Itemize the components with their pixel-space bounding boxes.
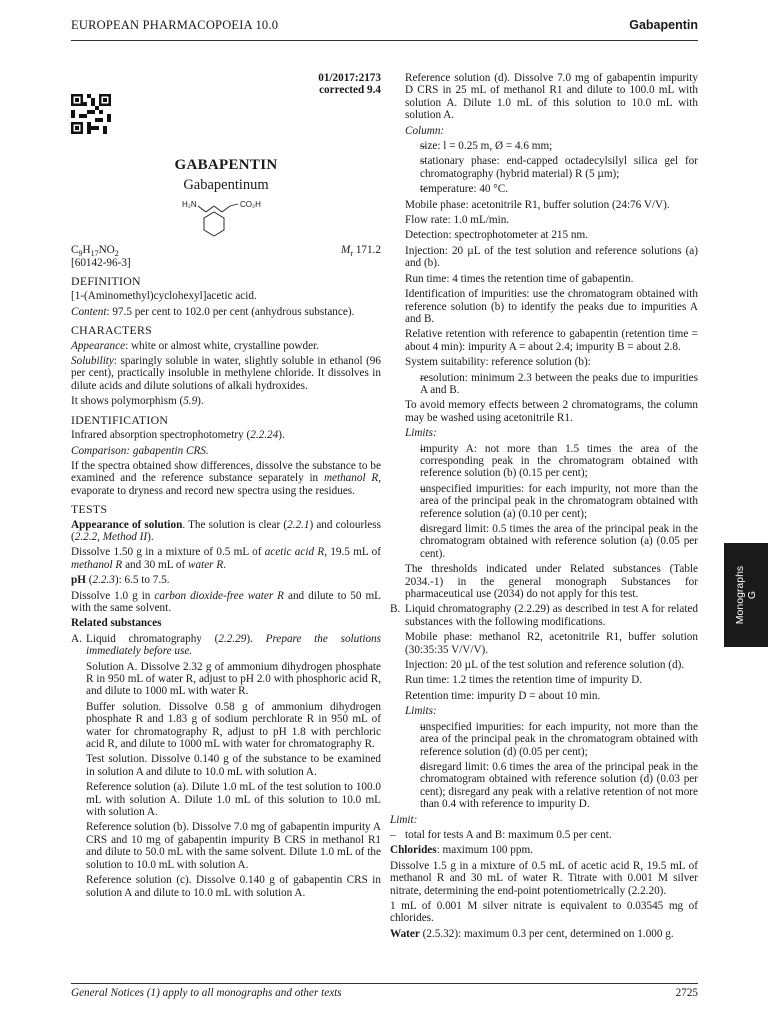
relative-retention: Relative retention with reference to gabapentin (retention time = about 4 min): impurity A = about 2.4; impurity B = about 2.8. <box>405 328 698 353</box>
page-number: 2725 <box>675 987 698 999</box>
thresholds-note: The thresholds indicated under Related substances (Table 2034.-1) in the general monograph Substances for pharmaceutical use (2034) do not apply for this test. <box>405 563 698 601</box>
ph-dissolution: Dissolve 1.0 g in carbon dioxide-free water R and dilute to 50 mL with the same solvent. <box>71 589 381 614</box>
method-a-intro: A. Liquid chromatography (2.2.29). Prepare the solutions immediately before use. <box>71 632 382 658</box>
run-time: Run time: 4 times the retention time of gabapentin. <box>405 272 634 285</box>
unspecified-impurities-limit: – unspecified impurities: for each impurity, not more than the area of the principal peak in the chromatogram obtained with reference solution (a) (0.10 per cent); <box>390 483 698 520</box>
chemical-structure <box>176 198 276 240</box>
ph-spec: pH (2.2.3): 6.5 to 7.5. <box>71 574 170 587</box>
stationary-phase: – stationary phase: end-capped octadecylsilyl silica gel for chromatography (hybrid material) R (5 µm); <box>390 155 698 180</box>
solution-a: Solution A. Dissolve 2.32 g of ammonium dihydrogen phosphate R in 950 mL of water R, adjust to pH 2.0 with phosphoric acid R, and dilute to 1000 mL with water R. <box>86 660 381 698</box>
version-info <box>71 72 381 97</box>
monographs-side-tab[interactable] <box>724 543 768 647</box>
reference-solution-a: Reference solution (a). Dilute 1.0 mL of the test solution to 100.0 mL with solution A. Dilute 1.0 mL of this solution to 10.0 mL with solution A. <box>86 781 381 819</box>
tests-heading: TESTS <box>71 502 108 517</box>
disregard-limit: – disregard limit: 0.5 times the area of the principal peak in the chromatogram obtained with reference solution (a) (0.05 per cent). <box>390 523 698 560</box>
mobile-phase: Mobile phase: acetonitrile R1, buffer solution (24:76 V/V). <box>405 198 670 211</box>
cas-number: [60142-96-3] <box>71 256 131 269</box>
identification-of-impurities: Identification of impurities: use the chromatogram obtained with reference solution (b) to identify the peaks due to impurities A and B. <box>405 288 698 325</box>
reference-solution-b: Reference solution (b). Dissolve 7.0 mg of gabapentin impurity A CRS and 10 mg of gabapentin impurity B CRS in methanol R1 and dilute to 50.0 mL with the same solvent. Dilute 1.0 mL of the solution to 10.0 mL with solution A. <box>86 821 381 871</box>
column-heading: Column: <box>405 124 445 137</box>
test-solution: Test solution. Dissolve 0.140 g of the substance to be examined in solution A and dilute to 10.0 mL with solution A. <box>86 753 381 778</box>
side-tab-label: Monographs G <box>734 565 758 625</box>
chlorides-method: Dissolve 1.5 g in a mixture of 0.5 mL of acetic acid R, 19.5 mL of methanol R and 30 mL of water R. Titrate with 0.001 M silver nitrate, determining the end-point potentiometrically (2.2.20). <box>390 859 698 897</box>
impurity-a-limit: – impurity A: not more than 1.5 times the area of the corresponding peak in the chromatogram obtained with reference solution (b) (0.15 per cent); <box>390 443 698 480</box>
method-b-retention-time: Retention time: impurity D = about 10 min. <box>405 689 601 702</box>
flow-rate: Flow rate: 1.0 mL/min. <box>405 214 510 227</box>
method-b-run-time: Run time: 1.2 times the retention time of impurity D. <box>405 674 643 687</box>
page-footer <box>71 983 698 999</box>
definition-heading: DEFINITION <box>71 274 141 289</box>
content-spec: Content: 97.5 per cent to 102.0 per cent (anhydrous substance). <box>71 305 355 318</box>
memory-effects-note: To avoid memory effects between 2 chromatograms, the column may be washed using acetonitrile R1. <box>405 399 698 424</box>
appearance-of-solution: Appearance of solution. The solution is clear (2.2.1) and colourless (2.2.2, Method II). <box>71 518 381 543</box>
relative-molecular-mass: $M_r$ 171.2 <box>341 243 381 258</box>
characters-heading: CHARACTERS <box>71 323 153 338</box>
footer-note: General Notices (1) apply to all monographs and other texts <box>71 987 342 999</box>
column-size: – size: l = 0.25 m, Ø = 4.6 mm; <box>390 140 698 152</box>
amine-group-label: H₂N <box>182 199 197 209</box>
reference-solution-c: Reference solution (c). Dissolve 0.140 g of gabapentin CRS in solution A and dilute to 10.0 mL with solution A. <box>86 874 381 899</box>
solubility-spec: Solubility: sparingly soluble in water, slightly soluble in ethanol (96 per cent), practically insoluble in methylene chloride. It dissolves in dilute acids and dilute solutions of alkali hydroxides. <box>71 355 381 392</box>
comparison-standard: Comparison: gabapentin CRS. <box>71 444 209 457</box>
column-temperature: – temperature: 40 °C. <box>390 183 698 195</box>
ir-method: Infrared absorption spectrophotometry (2.2.24). <box>71 429 285 442</box>
left-column <box>71 72 381 902</box>
identification-text: If the spectra obtained show differences, dissolve the substance to be examined and the reference substance separately in methanol R, evaporate to dryness and record new spectra using the residues. <box>71 459 381 497</box>
running-header <box>71 16 698 41</box>
dissolution-instructions: Dissolve 1.50 g in a mixture of 0.5 mL of acetic acid R, 19.5 mL of methanol R and 30 mL of water R. <box>71 546 381 571</box>
latin-name: Gabapentinum <box>183 177 269 194</box>
carboxyl-group-label: CO₂H <box>240 199 261 209</box>
polymorphism-note: It shows polymorphism (5.9). <box>71 395 204 408</box>
monograph-title: GABAPENTIN <box>174 156 278 173</box>
monograph-name: Gabapentin <box>629 18 698 32</box>
method-b-disregard-limit: – disregard limit: 0.6 times the area of the principal peak in the chromatogram obtained with reference solution (d) (0.03 per cent); disregard any peak with a relative retention of not more than 0.4 with reference to impurity D. <box>390 761 698 811</box>
chlorides-spec: Chlorides: maximum 100 ppm. <box>390 844 533 857</box>
injection: Injection: 20 µL of the test solution and reference solutions (a) and (b). <box>405 244 698 270</box>
reference-solution-d: Reference solution (d). Dissolve 7.0 mg of gabapentin impurity D CRS in 25 mL of methanol R1 and dilute to 100.0 mL with solution A. Dilute 1.0 mL of this solution to 10.0 mL with solution A. <box>405 72 698 122</box>
molecular-formula-row <box>71 244 381 257</box>
related-substances-heading: Related substances <box>71 617 162 630</box>
monograph-number: 01/2017:2173 <box>318 72 381 84</box>
method-b-intro: B. Liquid chromatography (2.2.29) as described in test A for related substances with the following modifications. <box>390 603 698 628</box>
detection: Detection: spectrophotometer at 215 nm. <box>405 229 588 242</box>
qr-code-icon[interactable] <box>71 94 111 134</box>
buffer-solution: Buffer solution. Dissolve 0.58 g of ammonium dihydrogen phosphate R and 1.83 g of sodium perchlorate R in 950 mL of water for chromatography R, adjust to pH 1.8 with perchloric acid R, and dilute to 1000 mL with water for chromatography R. <box>86 700 381 751</box>
method-b-mobile-phase: Mobile phase: methanol R2, acetonitrile R1, buffer solution (30:35:35 V/V/V). <box>405 631 698 656</box>
right-column <box>390 72 698 943</box>
water-spec: Water (2.5.32): maximum 0.3 per cent, determined on 1.000 g. <box>390 927 674 940</box>
total-limit: – total for tests A and B: maximum 0.5 per cent. <box>390 829 698 841</box>
method-b-unspecified-limit: – unspecified impurities: for each impurity, not more than the area of the principal peak in the chromatogram obtained with reference solution (d) (0.05 per cent); <box>390 721 698 758</box>
appearance-spec: Appearance: white or almost white, crystalline powder. <box>71 339 319 352</box>
chemical-name: [1-(Aminomethyl)cyclohexyl]acetic acid. <box>71 290 257 303</box>
method-b-limits-heading: Limits: <box>405 705 437 718</box>
limits-heading: Limits: <box>405 427 437 440</box>
method-b-injection: Injection: 20 µL of the test solution and reference solution (d). <box>405 659 685 672</box>
publication-title: EUROPEAN PHARMACOPOEIA 10.0 <box>71 18 279 32</box>
molecular-formula: $C_9H_{17}NO_2$ <box>71 243 119 258</box>
system-suitability: System suitability: reference solution (b): <box>405 356 591 369</box>
resolution-requirement: – resolution: minimum 2.3 between the peaks due to impurities A and B. <box>390 372 698 397</box>
identification-heading: IDENTIFICATION <box>71 412 169 427</box>
chlorides-equivalence: 1 mL of 0.001 M silver nitrate is equivalent to 0.03545 mg of chlorides. <box>390 899 698 925</box>
total-limit-heading: Limit: <box>390 813 418 826</box>
correction-note: corrected 9.4 <box>319 84 381 97</box>
